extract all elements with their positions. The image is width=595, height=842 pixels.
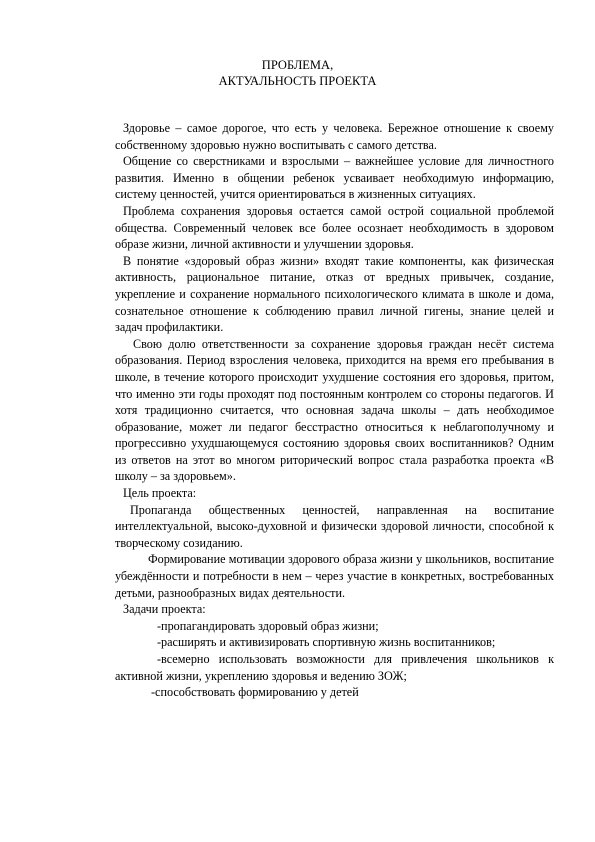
- goal-heading: Цель проекта:: [123, 486, 197, 501]
- task-item: -расширять и активизировать спортивную жизнь воспитанников;: [157, 635, 496, 650]
- paragraph-communication: Общение со сверстниками и взрослыми – важнейшее условие для личностного развития. Именно в общении ребенок усваивает необходимую информацию, систему ценностей, учится ориентироваться в жизненных ситуациях.: [115, 154, 554, 202]
- page-title-line-2: АКТУАЛЬНОСТЬ ПРОЕКТА: [218, 74, 377, 88]
- goal-paragraph-motivation: Формирование мотивации здорового образа жизни у школьников, воспитание убеждённости и потребности в нем – через участие в конкретных, востребованных детьми, разнообразных видах деятельности.: [115, 552, 554, 600]
- paragraph-health: Здоровье – самое дорогое, что есть у человека. Бережное отношение к своему собственному здоровью нужно воспитывать с самого детства.: [115, 121, 554, 152]
- paragraph-education-responsibility: Свою долю ответственности за сохранение здоровья граждан несёт система образования. Период взросления человека, приходится на время его пребывания в школе, в течение которого происходит ухудшение состояния его здоровья, притом, что именно эти годы проходят под постоянным контролем со стороны педагогов. И хотя традиционно считается, что основная задача школы – дать необходимое образование, может ли педагог бесстрастно относиться к неблагополучному и прогрессивно ухудшающемуся состоянию здоровья своих воспитанников? Одним из ответов на этот во многом риторический вопрос стала разработка проекта «В школу – за здоровьем».: [115, 336, 554, 484]
- task-item: -всемерно использовать возможности для привлечения школьников к активной жизни, укреплению здоровья и ведению ЗОЖ;: [115, 652, 554, 683]
- paragraph-healthy-lifestyle: В понятие «здоровый образ жизни» входят такие компоненты, как физическая активность, рациональное питание, отказ от вредных привычек, создание, укрепление и сохранение нормального психологического климата в школе и дома, сознательное отношение к соблюдению правил личной гигены, знание целей и задач профилактики.: [115, 253, 554, 335]
- document-body: [115, 120, 554, 701]
- page-title-line-1: ПРОБЛЕМА,: [261, 58, 334, 72]
- goal-paragraph-propaganda: Пропаганда общественных ценностей, направленная на воспитание интеллектуальной, высоко-духовной и физически здоровой личности, способной к творческому созиданию.: [115, 502, 554, 550]
- paragraph-problem: Проблема сохранения здоровья остается самой острой социальной проблемой общества. Современный человек все более осознает необходимость в здоровом образе жизни, личной активности и улучшении здоровья.: [115, 203, 554, 252]
- task-item: -пропагандировать здоровый образ жизни;: [157, 618, 379, 633]
- task-item: -способствовать формированию у детей: [151, 685, 359, 700]
- tasks-heading: Задачи проекта:: [123, 602, 206, 617]
